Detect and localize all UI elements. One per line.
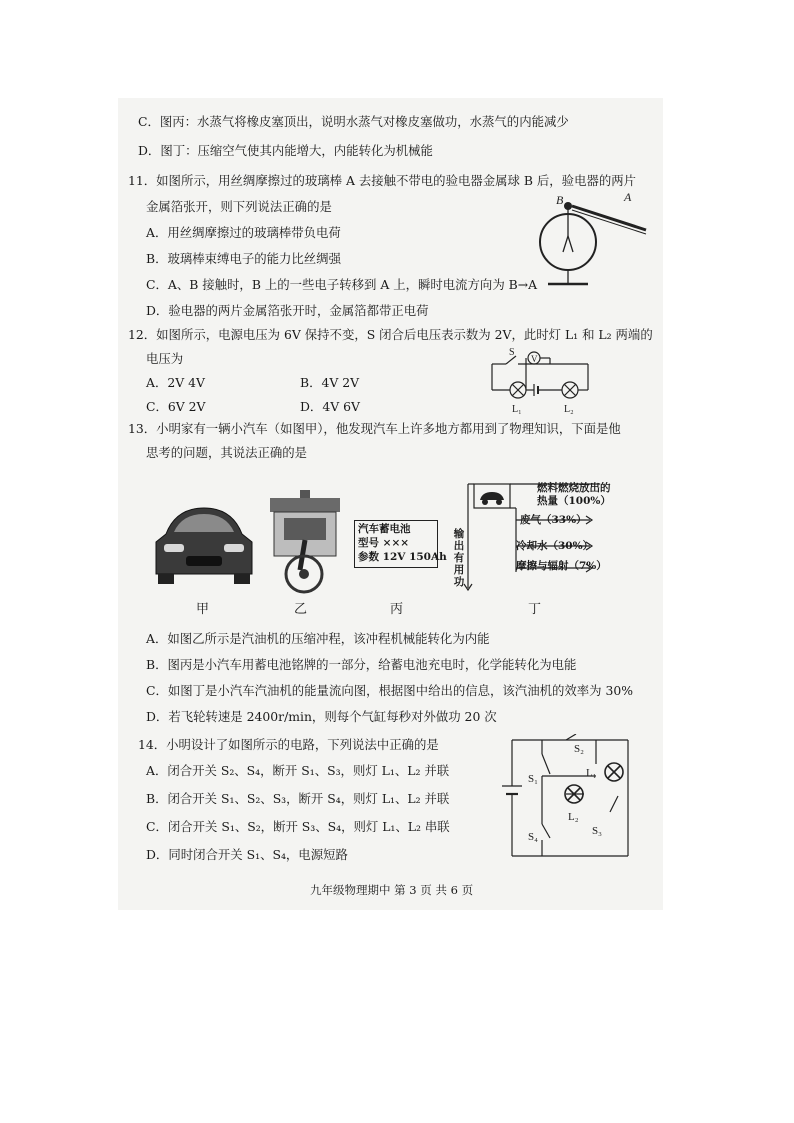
- flow-fuel-line2: 热量（100%）: [537, 495, 611, 507]
- q11-stem-line1: 11．如图所示，用丝绸摩擦过的玻璃棒 A 去接触不带电的验电器金属球 B 后，验电器的两片: [128, 173, 637, 188]
- q12-option-a: A．2V 4V: [146, 375, 205, 390]
- circuit12-label-s: S: [509, 347, 515, 358]
- circuit12-label-l2: L₂: [564, 404, 574, 415]
- electroscope-figure: [530, 188, 660, 300]
- q13-stem-line1: 13．小明家有一辆小汽车（如图甲），他发现汽车上许多地方都用到了物理知识，下面是他: [128, 421, 621, 436]
- figure-label-bing: 丙: [390, 602, 404, 617]
- q11-option-a: A．用丝绸摩擦过的玻璃棒带负电荷: [146, 225, 341, 240]
- q10-option-d: D．图丁：压缩空气使其内能增大，内能转化为机械能: [138, 143, 433, 158]
- circuit14-label-s4: S₄: [528, 831, 538, 843]
- circuit14-label-s3: S₃: [592, 825, 602, 837]
- q14-option-b: B．闭合开关 S₁、S₂、S₃，断开 S₄，则灯 L₁、L₂ 并联: [146, 791, 450, 806]
- q14-stem: 14．小明设计了如图所示的电路，下列说法中正确的是: [138, 737, 439, 752]
- q11-option-d: D．验电器的两片金属箔张开时，金属箔都带正电荷: [146, 303, 429, 318]
- page-footer: 九年级物理期中 第 3 页 共 6 页: [310, 883, 474, 897]
- q11-stem-line2: 金属箔张开，则下列说法正确的是: [146, 199, 332, 214]
- q12-option-b: B．4V 2V: [300, 375, 360, 390]
- circuit12-label-v: V: [531, 354, 538, 364]
- q13-stem-line2: 思考的问题，其说法正确的是: [146, 445, 308, 460]
- q13-option-a: A．如图乙所示是汽油机的压缩冲程，该冲程机械能转化为内能: [146, 631, 490, 646]
- q14-option-d: D．同时闭合开关 S₁、S₄，电源短路: [146, 847, 348, 862]
- battery-line1: 汽车蓄电池: [358, 523, 411, 535]
- circuit14-label-s2: S₂: [574, 743, 584, 755]
- circuit14-label-l1: L₁: [586, 767, 597, 779]
- q12-stem-line2: 电压为: [146, 351, 184, 366]
- flow-friction: 摩擦与辐射（7%）: [516, 560, 607, 572]
- q13-option-d: D．若飞轮转速是 2400r/min，则每个气缸每秒对外做功 20 次: [146, 709, 497, 724]
- electroscope-label-b: B: [556, 193, 564, 207]
- battery-line3: 参数 12V 150Ah: [358, 551, 447, 563]
- q13-option-c: C．如图丁是小汽车汽油机的能量流向图，根据图中给出的信息，该汽油机的效率为 30%: [146, 683, 634, 698]
- q12-option-d: D．4V 6V: [300, 399, 360, 414]
- battery-nameplate-bing: [354, 520, 447, 568]
- flow-output-useful-work: 输出有用功: [453, 528, 465, 588]
- flow-fuel-line1: 燃料燃烧放出的: [537, 482, 611, 494]
- figure-label-jia: 甲: [196, 602, 210, 617]
- q14-option-c: C．闭合开关 S₁、S₂，断开 S₃、S₄，则灯 L₁、L₂ 串联: [146, 819, 450, 834]
- q13-option-b: B．图丙是小汽车用蓄电池铭牌的一部分，给蓄电池充电时，化学能转化为电能: [146, 657, 577, 672]
- flow-exhaust: 废气（33%）: [520, 514, 587, 526]
- circuit-q14-figure: [500, 734, 640, 862]
- q10-option-c: C．图丙：水蒸气将橡皮塞顶出，说明水蒸气对橡皮塞做功，水蒸气的内能减少: [138, 114, 569, 129]
- figure-label-yi: 乙: [294, 602, 308, 617]
- circuit-q12-figure: [486, 344, 596, 416]
- car-figure-jia: [148, 498, 260, 590]
- q11-option-b: B．玻璃棒束缚电子的能力比丝绸强: [146, 251, 341, 266]
- figure-label-ding: 丁: [528, 602, 542, 617]
- circuit12-label-l1: L₁: [512, 404, 522, 415]
- battery-line2: 型号 ×××: [358, 537, 410, 549]
- circuit14-label-s1: S₁: [528, 773, 538, 785]
- electroscope-label-a: A: [624, 190, 632, 204]
- q11-option-c: C．A、B 接触时，B 上的一些电子转移到 A 上，瞬时电流方向为 B→A: [146, 277, 538, 292]
- q12-stem-line1: 12．如图所示，电源电压为 6V 保持不变，S 闭合后电压表示数为 2V，此时灯 L₁ 和 L₂ 两端的: [128, 327, 653, 342]
- q14-option-a: A．闭合开关 S₂、S₄，断开 S₁、S₃，则灯 L₁、L₂ 并联: [146, 763, 450, 778]
- q12-option-c: C．6V 2V: [146, 399, 206, 414]
- flow-cooling: 冷却水（30%）: [516, 540, 594, 552]
- engine-figure-yi: [264, 488, 346, 596]
- circuit14-label-l2: L₂: [568, 811, 579, 823]
